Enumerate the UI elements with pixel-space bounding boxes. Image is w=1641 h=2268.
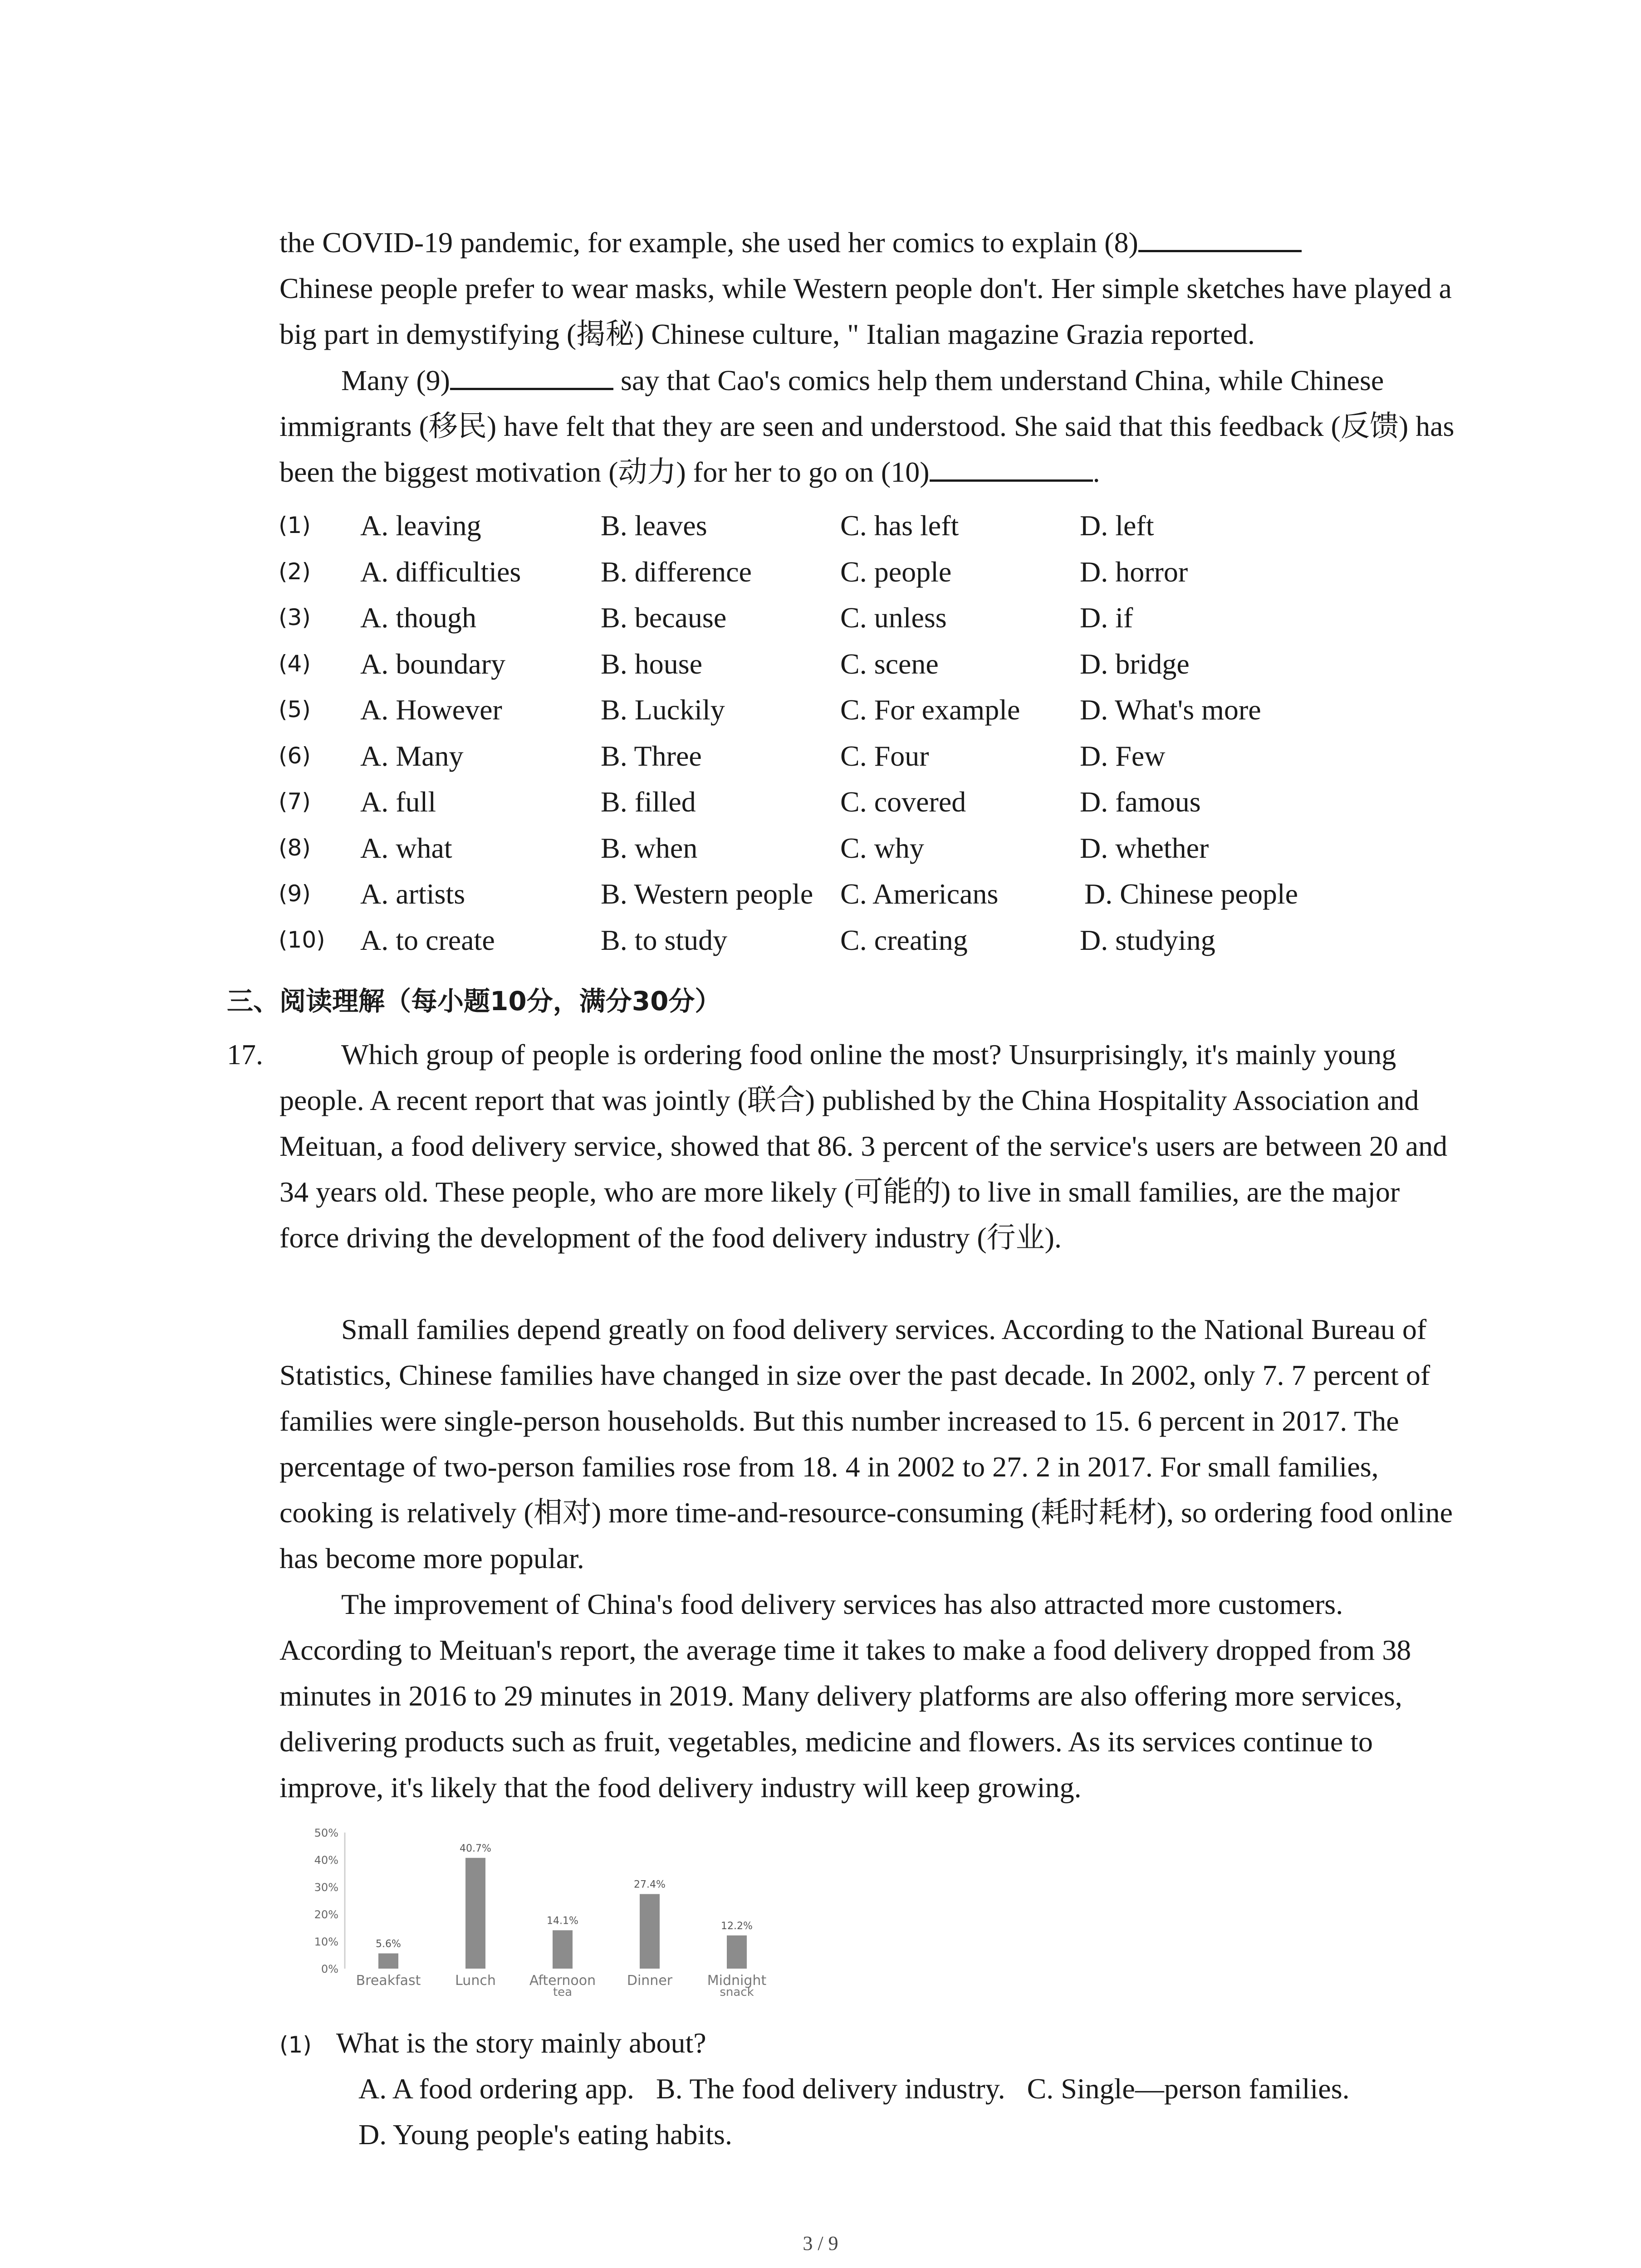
reading-paragraph-2: Small families depend greatly on food delivery services. According to the National Bureau of Statistics, Chinese families have changed in size over the past decade. In 2002, only 7. 7 percent of families were single-person households. But this number increased to 15. 6 percent in 2017. The percentage of two-person families rose from 18. 4 in 2002 to 27. 2 in 2017. For small families, cooking is relatively (相对) more time-and-resource-consuming (耗时耗材), so ordering food online has become more popular. xyxy=(279,1313,1453,1574)
option-row xyxy=(279,917,1504,963)
sub-question-choice-d: D. Young people's eating habits. xyxy=(358,2118,732,2151)
option-number: (3) xyxy=(279,604,311,631)
option-d: D. bridge xyxy=(1080,647,1190,680)
option-number: (7) xyxy=(279,788,311,815)
y-tick-label: 30% xyxy=(314,1881,338,1894)
sub-question-line xyxy=(279,2020,706,2068)
option-c: C. covered xyxy=(840,786,966,818)
option-c: C. people xyxy=(840,555,952,588)
sub-question-number: (1) xyxy=(279,2032,312,2058)
reading-paragraph-1: Which group of people is ordering food online the most? Unsurprisingly, it's mainly young people. A recent report that was jointly (联合) published by the China Hospitality Association and Meituan, a food delivery service, showed that 86. 3 percent of the service's users are between 20 and 34 years old. These people, who are more likely (可能的) to live in small families, are the major force driving the development of the food delivery industry (行业). xyxy=(279,1038,1448,1254)
answer-blank-8 xyxy=(1138,221,1302,252)
option-a: A. what xyxy=(360,831,452,864)
option-number: (2) xyxy=(279,558,311,585)
option-c: C. why xyxy=(840,831,924,864)
option-b: B. when xyxy=(601,831,698,864)
x-category-label: Lunch xyxy=(455,1973,496,1989)
y-tick-label: 50% xyxy=(314,1827,338,1839)
option-c: C. For example xyxy=(840,694,1020,726)
option-row xyxy=(279,871,1504,917)
bar-value-label: 5.6% xyxy=(376,1938,401,1950)
option-b: B. Luckily xyxy=(601,694,725,726)
passage-text: say that Cao's comics help them understand China, while Chinese immigrants (移民) have felt that they are seen and understood. She said that this feedback (反馈) has been the biggest motivation (动力) for her to go on (10) xyxy=(279,364,1455,488)
option-a: A. though xyxy=(360,601,476,634)
option-number: (4) xyxy=(279,650,311,677)
section-title: 三、阅读理解（每小题10分，满分30分） xyxy=(227,986,721,1017)
option-a: A. artists xyxy=(360,878,465,910)
meal-orders-bar-chart xyxy=(290,1814,798,2014)
option-a: A. difficulties xyxy=(360,555,521,588)
passage-text: Many (9) xyxy=(341,364,450,396)
option-a: A. Many xyxy=(360,739,464,772)
option-row xyxy=(279,549,1504,595)
option-c: C. Four xyxy=(840,739,929,772)
cloze-options-table xyxy=(279,503,1504,963)
option-row xyxy=(279,779,1504,825)
option-b: B. Three xyxy=(601,739,702,772)
option-row xyxy=(279,687,1504,733)
y-tick-label: 0% xyxy=(321,1963,338,1975)
option-b: B. house xyxy=(601,647,702,680)
option-c: C. unless xyxy=(840,601,947,634)
option-d: D. horror xyxy=(1080,555,1188,588)
option-number: (10) xyxy=(279,926,325,953)
option-row xyxy=(279,595,1504,641)
x-category-label: Midnight xyxy=(707,1973,767,1989)
y-tick-label: 20% xyxy=(314,1908,338,1921)
bar-value-label: 40.7% xyxy=(460,1843,491,1854)
page-number: 3 / 9 xyxy=(803,2232,838,2254)
x-category-label: Afternoon xyxy=(529,1973,596,1989)
option-d: D. Chinese people xyxy=(1084,878,1298,910)
option-row xyxy=(279,825,1504,871)
option-a: A. leaving xyxy=(360,509,481,542)
option-b: B. to study xyxy=(601,924,728,956)
bar-value-label: 27.4% xyxy=(634,1879,666,1891)
bar-value-label: 12.2% xyxy=(721,1920,753,1932)
option-a: A. However xyxy=(360,694,502,726)
bar xyxy=(640,1894,660,1969)
passage-text: the COVID-19 pandemic, for example, she used her comics to explain (8) xyxy=(279,226,1138,259)
option-a: A. to create xyxy=(360,924,495,956)
option-a: A. boundary xyxy=(360,647,505,680)
option-d: D. left xyxy=(1080,509,1154,542)
option-row xyxy=(279,641,1504,687)
option-d: D. famous xyxy=(1080,786,1201,818)
option-row xyxy=(279,733,1504,779)
answer-blank-10 xyxy=(930,450,1093,482)
option-d: D. studying xyxy=(1080,924,1215,956)
option-c: C. scene xyxy=(840,647,939,680)
passage-text: . xyxy=(1092,456,1100,488)
y-tick-label: 10% xyxy=(314,1936,338,1948)
option-number: (1) xyxy=(279,512,311,538)
passage-text: Chinese people prefer to wear masks, while Western people don't. Her simple sketches have played a big part in demystifying (揭秘) Chinese culture, " Italian magazine Grazia reported. xyxy=(279,272,1452,350)
answer-blank-9 xyxy=(450,359,613,390)
bar xyxy=(378,1953,398,1969)
option-b: B. because xyxy=(601,601,727,634)
option-c: C. Americans xyxy=(840,878,999,910)
x-category-label: Breakfast xyxy=(356,1973,421,1989)
option-b: B. leaves xyxy=(601,509,707,542)
x-category-label: snack xyxy=(720,1985,754,1999)
option-number: (9) xyxy=(279,880,311,907)
question-number: 17. xyxy=(227,1038,263,1070)
x-category-label: tea xyxy=(553,1985,573,1999)
bar xyxy=(465,1858,485,1969)
option-a: A. full xyxy=(360,786,436,818)
passage-paragraph-2 xyxy=(279,357,1459,495)
bar xyxy=(553,1930,573,1969)
option-number: (6) xyxy=(279,742,311,769)
x-category-label: Dinner xyxy=(627,1973,673,1989)
option-d: D. whether xyxy=(1080,831,1209,864)
sub-question-text: What is the story mainly about? xyxy=(336,2027,706,2059)
option-d: D. Few xyxy=(1080,739,1166,772)
option-b: B. Western people xyxy=(601,878,813,910)
option-c: C. creating xyxy=(840,924,968,956)
passage-paragraph-1 xyxy=(279,220,1459,357)
option-b: B. filled xyxy=(601,786,696,818)
bar xyxy=(727,1936,747,1969)
y-tick-label: 40% xyxy=(314,1854,338,1867)
option-d: D. What's more xyxy=(1080,694,1261,726)
option-c: C. has left xyxy=(840,509,959,542)
sub-question-choices: A. A food ordering app. B. The food delivery industry. C. Single—person families. xyxy=(358,2072,1350,2105)
option-number: (5) xyxy=(279,696,311,723)
option-b: B. difference xyxy=(601,555,752,588)
option-number: (8) xyxy=(279,834,311,861)
option-d: D. if xyxy=(1080,601,1133,634)
option-row xyxy=(279,503,1504,549)
reading-paragraph-3: The improvement of China's food delivery services has also attracted more customers. According to Meituan's report, the average time it takes to make a food delivery dropped from 38 minutes in 2016 to 29 minutes in 2019. Many delivery platforms are also offering more services, delivering products such as fruit, vegetables, medicine and flowers. As its services continue to improve, it's likely that the food delivery industry will keep growing. xyxy=(279,1588,1411,1804)
bar-value-label: 14.1% xyxy=(547,1915,578,1927)
